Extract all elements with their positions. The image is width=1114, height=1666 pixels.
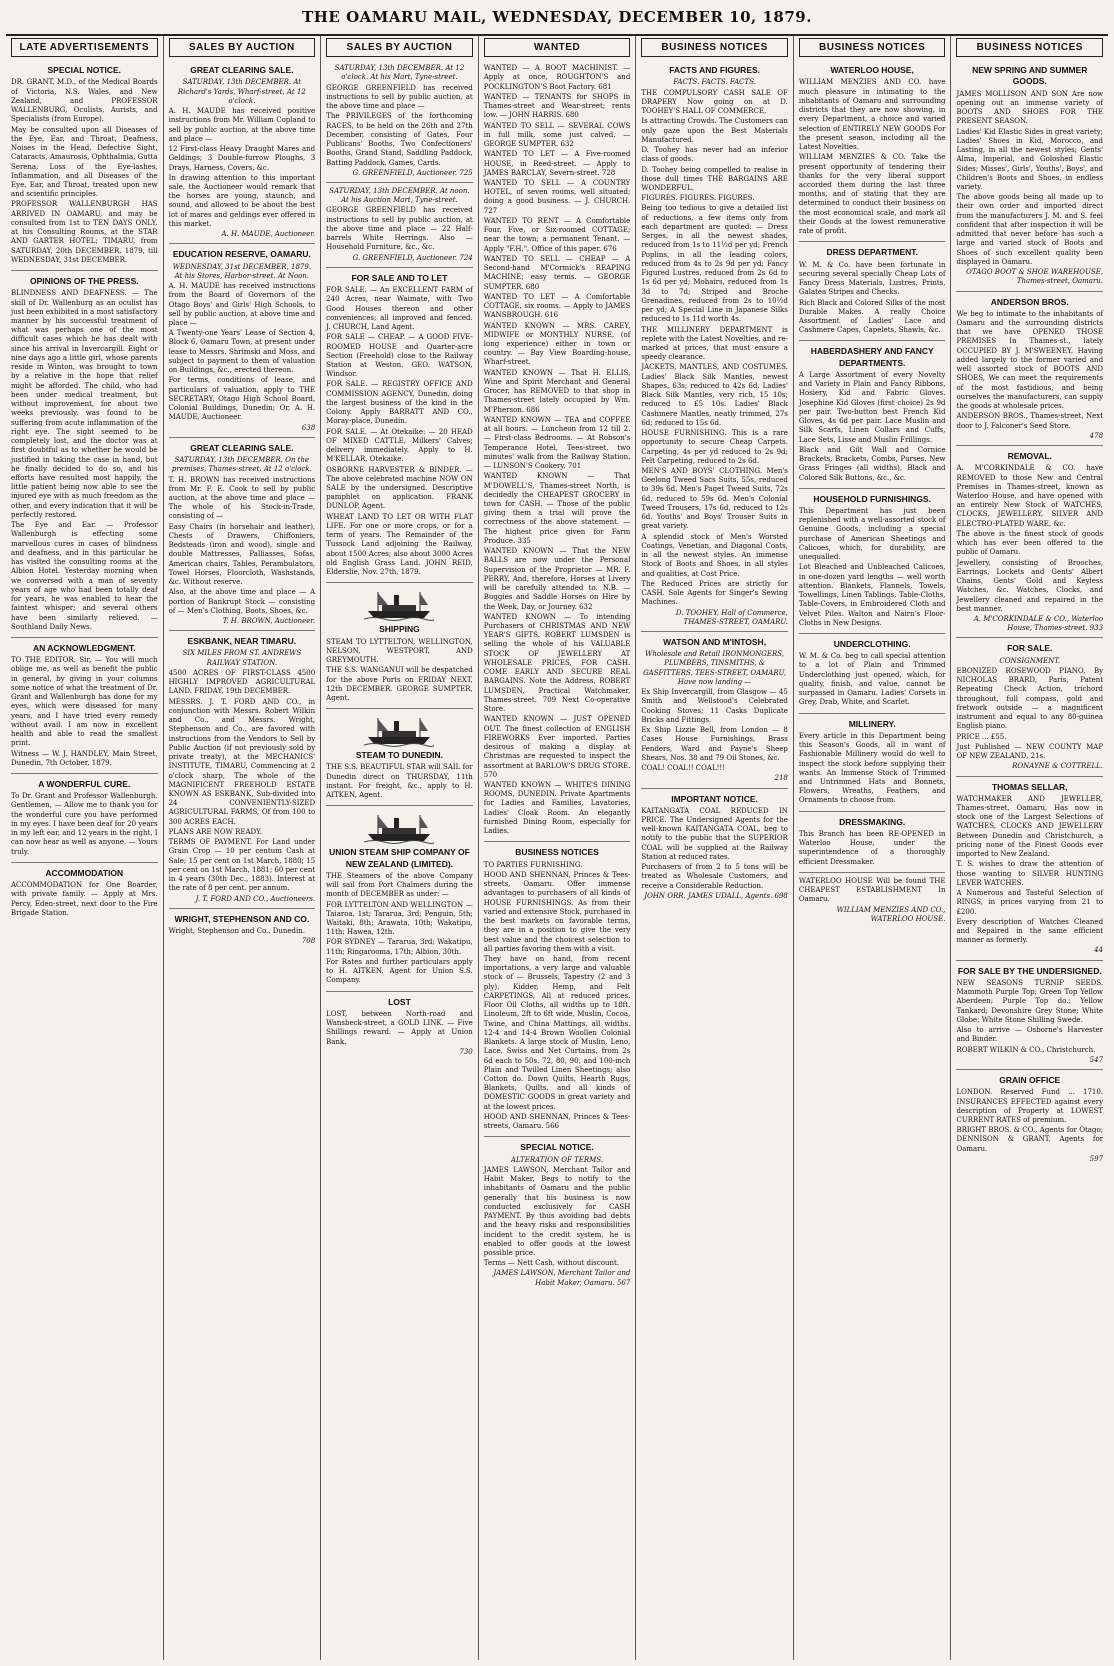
- ad-signature: JOHN ORR, JAMES UDALL, Agents. 698: [644, 891, 788, 900]
- ad-paragraph: A Twenty-one Years' Lease of Section 4, Block 6, Oamaru Town, at present under lease to Messrs. Shrimski and Moss, and subject to payment to them of valuation on Buildings, &c., erected thereon.: [168, 329, 316, 375]
- ad-subtitle: SIX MILES FROM ST. ANDREWS RAILWAY STATION.: [182, 649, 302, 667]
- ad-paragraph: Jewellery, consisting of Brooches, Earrings, Lockets and Gents' Albert Chains, Gents' Gold and Keyless Watches, &c. Watches, Clocks, and Jewellery cleaned and repaired in the best manner.: [956, 558, 1104, 613]
- ad-signature: 730: [459, 1047, 473, 1056]
- ad-paragraph: JAMES MOLLISON AND SON Are now opening out an immense variety of BOOTS AND SHOES FOR THE PRESENT SEASON.: [956, 89, 1104, 126]
- ad-paragraph: STEAM TO LYTTELTON, WELLINGTON, NELSON, WESTPORT, AND GREYMOUTH.: [326, 637, 473, 665]
- column-6: [794, 36, 952, 1660]
- ad-subtitle: WEDNESDAY, 31st DECEMBER, 1879. At his Stores, Harbor-street. At Noon.: [172, 262, 312, 280]
- advertisement: [169, 631, 316, 909]
- newspaper-page: [6, 34, 1108, 1660]
- ad-paragraph: A. H. MAUDE has received positive instructions from Mr. William Copland to sell by public auction, at the above time and place —: [168, 107, 316, 143]
- ad-paragraph: 12 First-class Heavy Draught Mares and Geldings; 3 Double-furrow Ploughs, 3 Drays, Harness, Covers, &c.: [168, 145, 316, 172]
- advertisement: [326, 183, 473, 268]
- ad-paragraph: ACCOMMODATION for One Boarder, with private family. — Apply at Mrs. Percy, Eden-street, next door to the Fire Brigade Station.: [11, 881, 158, 917]
- ad-paragraph: WANTED TO SELL — CHEAP — A Second-hand M'Cormick's REAPING MACHINE; easy terms. — GEORGE SUMPTER. 680: [483, 254, 631, 291]
- ad-paragraph: T. S. wishes to draw the attention of those wanting to SILVER HUNTING LEVER WATCHES.: [956, 860, 1104, 887]
- ad-signature: 478: [1089, 431, 1104, 440]
- advertisement: [799, 242, 946, 341]
- ad-paragraph: WANTED TO RENT — A Comfortable Four, Five, or Six-roomed COTTAGE; near the town; a permanent Tenant. — Apply "F.H.", Office of this paper. 676: [483, 216, 631, 253]
- advertisement: [484, 1137, 631, 1292]
- ad-paragraph: Being too tedious to give a detailed list of reductions, a few items only from each department are quoted: — Dress Serges, in all the newest shades, reduced from 1s to 11½d per yd; French Poplins, in all the leading colors, reduced from 4s to 2s 9d per yd; Fancy Figured Lustres, reduced from 2s 6d to 1s 6d per yd; Mohairs, reduced from 1s 3d to 7d; Striped and Broche Grenadines, reduced from 2s to 10½d per yd; A Special Line in Japanese Silks reduced to 1s 11d worth 4s.: [641, 204, 788, 324]
- ad-paragraph: Just Published — NEW COUNTY MAP OF NEW ZEALAND, 21s.: [956, 742, 1104, 761]
- ad-subtitle: CONSIGNMENT.: [999, 656, 1061, 665]
- ad-paragraph: Every description of Watches Cleaned and Repaired in the same efficient manner as formerly.: [956, 917, 1104, 945]
- ad-signature: J. T. FORD AND CO., Auctioneers.: [195, 894, 316, 903]
- ad-paragraph: WANTED KNOWN — MRS. CAREY, MIDWIFE or MONTHLY NURSE, (of long experience) either in town or country. — Bay View Boarding-house, Wharf-street.: [483, 321, 631, 367]
- ad-paragraph: Wright, Stephenson and Co., Dunedin.: [168, 927, 305, 936]
- ad-title: GREAT CLEARING SALE.: [190, 65, 294, 76]
- ad-paragraph: Ladies' Kid Elastic Sides in great variety; Ladies' Shoes in Kid, Morocco, and Lasting, in all the newest styles; Gents' Alma, Imperial, and Goloshed Elastic Sides; Misses', Girls', Youths', Boys', and Children's Boots and Shoes, in endless variety.: [956, 127, 1104, 191]
- ad-paragraph: The above is the finest stock of goods which has ever been offered to the public of Oamaru.: [956, 529, 1104, 557]
- masthead: THE OAMARU MAIL, WEDNESDAY, DECEMBER 10, 1879.: [302, 8, 812, 26]
- ad-paragraph: THE MILLINERY DEPARTMENT is replete with the Latest Novelties, and re-marked at prices, that must ensure a speedy clearance.: [641, 325, 788, 362]
- ad-subtitle: FACTS. FACTS. FACTS.: [673, 78, 756, 87]
- ad-signature: 708: [301, 937, 316, 946]
- ad-paragraph: THE COMPULSORY CASH SALE OF DRAPERY Now going on at D. TOOHEY'S HALL OF COMMERCE,: [641, 88, 788, 116]
- ad-paragraph: Every article in this Department being this Season's Goods, all in want of Fashionable Millinery would do well to inspect the stock before supplying their wants. An Immense Stock of Trimmed and Untrimmed Hats and Bonnets, Flowers, Wreaths, Feathers, and Ornaments to choose from.: [798, 731, 946, 805]
- ad-paragraph: WANTED KNOWN — WHITE'S DINING ROOMS, DUNEDIN. Private Apartments for Ladies and Families, Lavatories, Ladies' Cloak Room. An elegantly furnished Dining Room, especially for Ladies.: [483, 781, 631, 836]
- ad-title: FACTS AND FIGURES.: [669, 65, 761, 76]
- ad-title: ESKBANK, NEAR TIMARU.: [187, 636, 297, 647]
- ad-paragraph: WATERLOO HOUSE Will be found THE CHEAPEST ESTABLISHMENT In Oamaru.: [798, 876, 946, 904]
- ad-paragraph: KAITANGATA COAL REDUCED IN PRICE. The Undersigned Agents for the well-known KAITANGATA COAL, beg to notify to the public that the SUPERIOR COAL will be supplied at the Railway Station at reduced rates.: [641, 806, 788, 861]
- ad-title: AN ACKNOWLEDGMENT.: [32, 642, 136, 653]
- ad-subtitle: SATURDAY, 13th DECEMBER. On the premises, Thames-street. At 12 o'clock.: [171, 456, 312, 474]
- ad-paragraph: A Large Assortment of every Novelty and Variety in Plain and Fancy Ribbons, Hosiery, Kid and Fabric Gloves. Josephine Kid Gloves (first choice) 2s 9d per pair. Two-button best French Kid Gloves, 4s 6d per pair. Lace Muslin and Silk Scarfs, Linen Collars and Cuffs, Lace Sets, Lisse and Muslin Frillings.: [798, 370, 946, 444]
- ad-paragraph: A. H. MAUDE has received instructions from the Board of Governors of the Otago Boys' and Girls' High Schools, to sell by public auction, at above time and place —: [168, 282, 316, 328]
- ad-paragraph: WANTED KNOWN — That M'DOWELL'S, Thames-street North, is decidedly the CHEAPEST GROCERY in town for CASH. — Those of the public giving them a trial will prove the correctness of the above statement. — The highest price given for Farm Produce. 335: [483, 472, 631, 545]
- advertisement: [956, 777, 1103, 961]
- ad-title: DRESS DEPARTMENT.: [826, 247, 918, 258]
- ad-paragraph: Lot Bleached and Unbleached Calicoes, in one-dozen yard lengths — well worth attention. Blankets, Flannels, Towels, Towellings, Linen Tablings, Table-Cloths, Table-Covers, in Embroidered Cloth and Velvet Piles. Walton and Nairn's Floor-Cloths in New Designs.: [798, 563, 946, 627]
- ad-paragraph: To Dr. Grant and Professor Wallenburgh. Gentlemen, — Allow me to thank you for the wonderful cure you have performed in my eyes. I have been deaf for 20 years in my left ear, and 12 years in the right, I can now hear as well as anyone. — Yours truly.: [11, 792, 158, 856]
- ad-paragraph: Easy Chairs (in horsehair and leather), Chests of Drawers, Chiffoniers, Bedsteads (iron and wood), single and double Mattresses, Palliasses, Sofas, American chairs, Tables, Perambulators, Towel Horses, Floorcloth, Washstands, &c. Without reserve.: [168, 522, 316, 587]
- advertisement: [956, 638, 1103, 776]
- ad-paragraph: WANTED TO LET — A Comfortable COTTAGE, six rooms. — Apply to JAMES WANSBROUGH. 616: [483, 292, 631, 320]
- ad-signature: 44: [1094, 946, 1104, 955]
- column-heading: SALES BY AUCTION: [169, 38, 316, 57]
- ad-paragraph: Rich Black and Colored Silks of the most Durable Makes. A really Choice Assortment of Ladies' Lace and Cashmere Capes, Capelets, Shawls, &c.: [798, 298, 946, 335]
- ad-signature: OTAGO BOOT & SHOE WAREHOUSE, Thames-street, Oamaru.: [966, 268, 1104, 286]
- ad-paragraph: FOR SALE. — An EXCELLENT FARM of 240 Acres, near Waimate, with Two Good Houses thereon and other conveniences; all improved and fenced. J. CHURCH, Land Agent.: [326, 286, 473, 332]
- ad-paragraph: This Branch has been RE-OPENED in Waterloo House, under the superintendence of a thoroughly efficient Dressmaker.: [798, 829, 946, 866]
- ad-paragraph: T. H. BROWN has received instructions from Mr. F. E. Cook to sell by public auction, at the above time and place — The whole of his Stock-in-Trade, consisting of —: [168, 475, 316, 521]
- advertisement: [326, 583, 473, 709]
- ad-paragraph: The above goods being all made up to their own order and imported direct from the manufacturers J. M. and S. feel confident that after inspection it will be admitted that never before has such a large and varied stock of Boots and Shoes of such excellent quality been displayed in Oamaru.: [956, 193, 1104, 266]
- ad-paragraph: The PRIVILEGES of the forthcoming RACES, to be held on the 26th and 27th December, consisting of Gates, Four Publicans' Booths, Two Confectioners' Booths, Grand Stand, Saddling Paddock, Batting Paddock, Games, Cards.: [326, 112, 473, 167]
- ad-title: THOMAS SELLAR,: [991, 781, 1068, 792]
- ad-paragraph: ANDERSON BROS., Thames-street, Next door to J. Falconer's Seed Store.: [956, 412, 1104, 430]
- ad-title: UNION STEAM SHIP COMPANY OF NEW ZEALAND (LIMITED).: [329, 847, 470, 869]
- ad-title: UNDERCLOTHING.: [833, 639, 911, 649]
- advertisement: [169, 60, 316, 244]
- ad-paragraph: The Eye and Ear. — Professor Wallenburgh is effecting some marvellous cures in cases of blindness and deafness, and in this particular he has visited the consulting rooms at the Albion Hotel. Yesterday morning when we conversed with a man of seventy years of age who had been totally deaf for years, he was enabled to hear the faintest whisper; and several others have been similarly relieved. — Southland Daily News.: [11, 521, 158, 631]
- column-1: [6, 36, 164, 1660]
- ad-paragraph: THE S.S. BEAUTIFUL STAR will SAIL for Dunedin direct on THURSDAY, 11th instant. For freight, &c., apply to H. AITKEN, Agent.: [326, 763, 473, 800]
- ad-paragraph: TERMS OF PAYMENT. For Land under Grain Crop — 10 per centum Cash at Sale; 15 per cent on 1st March, 1880; 15 per cent on 1st March, 1881; 60 per cent in 4 years (30th Dec., 1883). Interest at the rate of 8 per cent. per annum.: [168, 838, 316, 893]
- ad-paragraph: WANTED KNOWN — That the NEW BALLS are now under the Personal Supervision of the Proprietor — MR. F. PERRY, And, therefore, Horses at Livery will be carefully attended to. N.B. — Buggies and Saddle Horses on Hire by the Week, Day, or Journey. 632: [483, 547, 631, 611]
- ad-paragraph: For terms, conditions of lease, and particulars of valuation, apply to THE SECRETARY, Otago High School Board, Colonial Buildings, Dunedin; Or, A. H. MAUDE, Auctioneer.: [168, 376, 316, 422]
- ad-paragraph: WANTED — A BOOT MACHINIST. — Apply at once, ROUGHTON'S and POCKLINGTON'S Boot Factory. 681: [483, 64, 631, 91]
- ad-paragraph: FOR SALE — CHEAP. — A GOOD FIVE-ROOMED HOUSE and Quarter-acre Section (Freehold) close to the Railway Station at Weston. GEO. WATSON, Windsor.: [326, 333, 473, 379]
- ad-paragraph: NEW SEASONS TURNIP SEEDS. Mammoth Purple Top; Green Top Yellow Aberdeen; Purple Top do.; Yellow Tankard; Devonshire Grey Stone; White Globe; White Stone Shilling Swede.: [956, 978, 1104, 1024]
- ad-paragraph: WATCHMAKER AND JEWELLER, Thames-street, Oamaru, Has now in stock one of the Largest Selections of WATCHES, CLOCKS AND JEWELLERY Between Dunedin and Christchurch, a pricing none of the Finest Goods ever imported to New Zealand.: [956, 794, 1104, 859]
- column-heading: SALES BY AUCTION: [326, 38, 473, 57]
- advertisement: [11, 863, 158, 923]
- ad-paragraph: WANTED TO SELL — A COUNTRY HOTEL, of seven rooms, well situated; doing a good business. — J. CHURCH. 727: [483, 179, 631, 215]
- ad-paragraph: Also, at the above time and place — A portion of Bankrupt Stock — consisting of — Men's Clothing, Boots, Shoes, &c.: [168, 588, 316, 615]
- ad-paragraph: WANTED — TENANTS for SHOPS in Thames-street and Wear-street; rents low. — JOHN HARRIS. 680: [483, 92, 631, 120]
- advertisement: [799, 60, 946, 242]
- ad-paragraph: Ex Ship Lizzie Bell, from London — 8 Cases House Furnishings, Brass Fenders, Ward and Payne's Sheep Shears, Nos. 38 and 79 Oil Stones, &c.: [641, 726, 788, 762]
- ad-paragraph: LOST, between North-road and Wansbeck-street, a GOLD LINK. — Five Shillings reward. — Apply at Union Bank.: [326, 1009, 473, 1046]
- steamship-icon: [364, 812, 434, 844]
- column-heading: BUSINESS NOTICES: [799, 38, 946, 57]
- ad-title: REMOVAL.: [1007, 451, 1052, 462]
- ad-paragraph: May be consulted upon all Diseases of the Eye, Ear, and Throat, Deafness, Noises in the Head, Defective Sight, Cataracts, Amaurosis, Ophthalmia, Gutta Serena, Loss of the Eye-lashes, Inflammation, and all Diseases of the Eye, Ear, and Throat, treated upon new and scientific principles.: [11, 125, 158, 199]
- ad-title: STEAM TO DUNEDIN.: [355, 750, 444, 761]
- ad-title: GREAT CLEARING SALE.: [190, 442, 294, 453]
- ad-signature: WILLIAM MENZIES AND CO., WATERLOO HOUSE.: [836, 905, 946, 923]
- ad-signature: A. H. MAUDE, Auctioneer.: [221, 230, 316, 239]
- ad-paragraph: PROFESSOR WALLENBURGH HAS ARRIVED IN OAMARU, and may be consulted from 1st to TEN DAYS ONLY, at his Consulting Rooms, at the STAR AND GARTER HOTEL; TIMARU, from SATURDAY, 20th DECEMBER, 1879, till WEDNESDAY, 31st DECEMBER.: [11, 200, 158, 264]
- ad-signature: A. M'CORKINDALE & CO., Waterloo House, Thames-street. 933: [973, 615, 1104, 633]
- advertisement: [641, 789, 788, 906]
- ad-signature: G. GREENFIELD, Auctioneer. 724: [352, 253, 473, 262]
- ad-paragraph: In drawing attention to this important sale, the Auctioneer would remark that the horses are young, staunch, and sound, and allowed to be about the best lot of mares and geldings ever offered in this market.: [168, 173, 316, 228]
- advertisement: [11, 60, 158, 271]
- advertisement: [484, 842, 631, 1137]
- ad-paragraph: WANTED KNOWN — JUST OPENED OUT. The finest collection of ENGLISH FIREWORKS Ever imported. Parties desirous of making a display at Christmas are requested to inspect the assortment at BARLOW'S DRUG STORE. 570: [483, 715, 631, 779]
- ad-signature: D. TOOHEY, Hall of Commerce, THAMES-STREET, OAMARU.: [675, 608, 788, 626]
- ad-paragraph: A splendid stock of Men's Worsted Coatings, Venetian, and Diagonal Coats, in all the newest styles. An immense Stock of Boots and Shoes, in all styles and qualities, at Cost Price.: [641, 532, 788, 578]
- ad-paragraph: D. Toohey has never had an inferior class of goods.: [641, 146, 788, 164]
- steamship-icon: [364, 589, 434, 621]
- advertisement: [11, 271, 158, 638]
- ad-paragraph: Terms — Nett Cash, without discount.: [483, 1259, 620, 1268]
- ad-signature: 638: [301, 423, 316, 432]
- advertisement: [799, 489, 946, 634]
- column-3: [321, 36, 479, 1660]
- ad-paragraph: DR. GRANT, M.D., of the Medical Boards of Victoria, N.S. Wales, and New Zealand, and PROFESSOR WALLENBURG, Oculists, Aurists, and Specialists (from Europe).: [11, 78, 158, 124]
- ad-paragraph: WANTED KNOWN — TEA and COFFEE at all hours. — Luncheon from 12 till 2. — First-class Bedrooms. — At Robson's Temperance Hotel, Tees-street, two minutes' walk from the Railway Station. — LUNSON'S Cookery. 701: [483, 415, 631, 471]
- advertisement: [326, 992, 473, 1061]
- ad-paragraph: W. M. & Co. have been fortunate in securing several specially Cheap Lots of Fancy Dress Materials, Lustres, Prints, Galatea Stripes and Checks.: [798, 260, 946, 297]
- advertisement: [11, 638, 158, 774]
- advertisement: [11, 774, 158, 863]
- ad-paragraph: WANTED KNOWN — To intending Purchasers of CHRISTMAS AND NEW YEAR'S GIFTS. ROBERT LUMSDEN is selling the whole of his VALUABLE STOCK OF JEWELLERY AT WHOLESALE PRICES, FOR CASH. COME EARLY AND SECURE REAL BARGAINS. Note the Address, ROBERT LUMSDEN, Practical Watchmaker, Thames-street. 709 Next Co-operative Store.: [483, 612, 631, 714]
- ad-title: FOR SALE BY THE UNDERSIGNED.: [957, 965, 1102, 976]
- ad-paragraph: TO PARTIES FURNISHING.: [483, 860, 583, 869]
- ad-paragraph: For Rates and further particulars apply to H. AITKEN, Agent for Union S.S. Company.: [326, 957, 473, 985]
- ad-paragraph: EBONIZED ROSEWOOD PIANO, By NICHOLAS BRARD, Paris, Patent Repeating Check Action, trichord throughout, full compass, gold and fretwork outside — a magnificent instrument and equal to any 80-guinea English piano.: [956, 666, 1104, 731]
- advertisement: [956, 446, 1103, 638]
- column-heading: BUSINESS NOTICES: [956, 38, 1103, 57]
- ad-subtitle: SATURDAY, 13th DECEMBER. At Richard's Yards, Wharf-street. At 12 o'clock.: [177, 78, 306, 105]
- ad-paragraph: JACKETS, MANTLES, AND COSTUMES. Ladies' Black Silk Mantles, newest Shapes, 63s; reduced to 42s 6d. Ladies' Black Silk Mantles, very rich, 15 10s; reduced to £5 10s. Ladies' Black Cashmere Mantles, neatly trimmed, 27s 6d; reduced to 15s 6d.: [641, 363, 788, 427]
- ad-paragraph: A Numerous and Tasteful Selection of RINGS, in prices varying from 21 to £200.: [956, 889, 1104, 916]
- ad-title: FOR SALE AND TO LET: [351, 272, 448, 283]
- ad-title: SPECIAL NOTICE.: [520, 1142, 594, 1153]
- ad-paragraph: Is attracting Crowds. The Customers can only gaze upon the Best Materials Manufactured.: [641, 117, 788, 144]
- ad-paragraph: PLANS ARE NOW READY.: [168, 827, 263, 836]
- ad-subtitle: Wholesale and Retail IRONMONGERS, PLUMBERS, TINSMITHS, & GASFITTERS, TEES-STREET, OAMARU, Have now landing —: [643, 650, 787, 686]
- advertisement: [799, 714, 946, 812]
- ad-title: ANDERSON BROS.: [990, 296, 1069, 307]
- ad-paragraph: This Department has just been replenished with a well-assorted stock of Genuine Goods, including a special purchase of American Sheetings and Calicoes, which, for durability, are unequalled.: [798, 506, 946, 562]
- advertisement: [956, 292, 1103, 447]
- ad-paragraph: HOOD AND SHENNAN, Princes & Tees-streets, Oamaru. 566: [483, 1112, 631, 1131]
- ad-subtitle: ALTERATION OF TERMS.: [510, 1155, 604, 1164]
- ad-paragraph: COAL! COAL!! COAL!!!: [641, 764, 726, 773]
- ad-paragraph: Black and Gilt Wall and Cornice Brackets, Brackets, Combs, Purses, New Grass Fringes (all widths), Black and Colored Silk Buttons, &c., &c.: [798, 445, 946, 482]
- ad-paragraph: Witness — W. J. HANDLEY, Main Street, Dunedin, 7th October, 1879.: [11, 749, 158, 767]
- ad-paragraph: Also to arrive — Osborne's Harvester and Binder.: [956, 1026, 1104, 1044]
- advertisement: [799, 873, 946, 928]
- ad-title: OPINIONS OF THE PRESS.: [29, 276, 139, 287]
- ad-signature: T. H. BROWN, Auctioneer.: [222, 617, 316, 626]
- ad-paragraph: Purchasers of from 2 to 5 tons will be treated as Wholesale Customers, and receive a Considerable Reduction.: [641, 863, 788, 890]
- column-7: [951, 36, 1108, 1660]
- ad-paragraph: They have on hand, from recent importations, a very large and valuable stock of — Brussels, Tapestry (2 and 3 ply), Kidder, Hemp, and Felt CARPETINGS, All at reduced prices. Floor Oil Cloths, all widths up to 18ft. Linoleum, 2ft to 6ft wide, Muslin, Cocoa, Twine, and China Mattings, all widths. 12-4 and 14-4 Brown Woollen Colonial Blankets. A large stock of Muslin, Leno, Lace, Swiss and Net Curtains, from 2s 6d each to 50s. 72, 80, 90, and 100-inch Plain and Twilled Linen Sheetings; also Cotton do. Down Quilts, Hearth Rugs, Blankets, Quilts, and all kinds of DOMESTIC GOODS in great variety and at the lowest prices.: [483, 954, 631, 1111]
- ad-title: GRAIN OFFICE: [999, 1075, 1061, 1086]
- ad-signature: 547: [1089, 1055, 1104, 1064]
- ad-paragraph: THE S.S. WANGANUI will be despatched for the above Ports on FRIDAY NEXT, 12th DECEMBER. GEORGE SUMPTER, Agent.: [326, 666, 473, 702]
- ad-paragraph: FIGURES. FIGURES. FIGURES.: [641, 194, 755, 203]
- ad-paragraph: Ex Ship Invercargill, from Glasgow — 45 Smith and Wellstood's Celebrated Cooking Stoves; 11 Casks Duplicate Bricks and Fittings.: [641, 688, 788, 724]
- ad-paragraph: THE Steamers of the above Company will sail from Port Chalmers during the month of DECEMBER as under: —: [326, 871, 473, 899]
- ad-paragraph: FOR SYDNEY — Tararua, 3rd; Wakatipu, 11th; Ringarooma, 17th; Albion, 30th.: [326, 938, 473, 956]
- ad-paragraph: A. M'CORKINDALE & CO. have REMOVED to those New and Central Premises in Thames-street, known as Waterloo House, and have opened with an entirely New Stock of WATCHES, CLOCKS, JEWELLERY, SILVER AND ELECTRO-PLATED WARE, &c.: [956, 464, 1104, 528]
- advertisement: [326, 709, 473, 806]
- ad-signature: G. GREENFIELD, Auctioneer. 725: [352, 168, 473, 177]
- ad-title: WATSON AND M'INTOSH,: [663, 637, 767, 647]
- ad-paragraph: HOOD AND SHENNAN, Princes & Tees-streets, Oamaru. Offer immense advantages to purchasers of all kinds of HOUSE FURNISHINGS. As from their varied and extensive Stock, purchased in the best markets on favorable terms, they are in a position to give the very best value and the choicest selection to all parties favoring them with a visit.: [483, 870, 631, 953]
- steamship-icon: [364, 715, 434, 747]
- ad-paragraph: W. M. & Co. beg to call special attention to a lot of Plain and Trimmed Underclothing just opened, which, for quality, finish, and value, cannot be surpassed in Oamaru. Ladies' Corsets in Grey, Drab, White, and Scarlet.: [798, 652, 946, 707]
- ad-paragraph: FOR SALE. — REGISTRY OFFICE AND COMMISSION AGENCY, Dunedin, doing the largest business of the kind in the Colony. Apply BARRATT AND CO., Moray-place, Dunedin.: [326, 380, 473, 426]
- ad-paragraph: D. Toohey being compelled to realise in those dull times THE BARGAINS ARE WONDERFUL.: [641, 165, 788, 192]
- ad-title: SHIPPING: [379, 624, 420, 635]
- advertisement: [956, 961, 1103, 1070]
- ad-paragraph: FOR LYTTELTON AND WELLINGTON — Taiaroa, 1st; Tararua, 3rd; Penguin, 5th; Waitaki, 8th; Arawata, 10th; Wakatipu, 11th; Hawea, 12th.: [326, 900, 473, 937]
- advertisement: [169, 909, 316, 951]
- ad-title: BUSINESS NOTICES: [515, 847, 599, 858]
- ad-title: DRESSMAKING.: [839, 816, 906, 827]
- ad-subtitle: SATURDAY, 13th DECEMBER. At 12 o'clock. At his Mart, Tyne-street.: [334, 64, 465, 82]
- ad-paragraph: WILLIAM MENZIES AND CO. have much pleasure in intimating to the inhabitants of Oamaru and surrounding districts that they are now showing, in every Department, a choice and varied selection of ENTIRELY NEW GOODS For the present season, including all the Latest Novelties.: [798, 78, 946, 152]
- ad-paragraph: JAMES LAWSON, Merchant Tailor and Habit Maker, Begs to notify to the inhabitants of Oamaru and the public generally that his business is now conducted exclusively for CASH PAYMENT. By thus avoiding bad debts and the heavy risks and responsibilities incident to the credit system, he is enabled to offer goods at the lowest possible price.: [483, 1165, 631, 1257]
- ad-paragraph: WILLIAM MENZIES & CO. Take the present opportunity of tendering their thanks for the very liberal support accorded them during the last three months, and of stating that they are determined to conduct their business on the most economical scale, and mark all their Goods at the lowest remunerative rate of profit.: [798, 153, 946, 236]
- advertisement: [799, 341, 946, 488]
- advertisement: [169, 244, 316, 437]
- ad-paragraph: WANTED KNOWN — That H. ELLIS, Wine and Spirit Merchant and General Grocer, has REMOVED to that shop in Thames-street lately occupied by Wm. M'Pherson. 686: [483, 368, 631, 414]
- ad-subtitle: SATURDAY, 13th DECEMBER. At noon. At his Auction Mart, Tyne-street.: [329, 187, 470, 205]
- ad-title: MILLINERY.: [848, 718, 896, 729]
- advertisement: [326, 60, 473, 183]
- ad-paragraph: ROBERT WILKIN & CO., Christchurch.: [956, 1045, 1096, 1054]
- column-5: [636, 36, 794, 1660]
- ad-paragraph: BRIGHT BROS. & CO., Agents for Otago; DENNISON & GRANT, Agents for Oamaru.: [956, 1126, 1104, 1153]
- ad-paragraph: HOUSE FURNISHING. This is a rare opportunity to secure Cheap Carpets. Carpeting, 4s per yd reduced to 2s 9d; Felt Carpeting, reduced to 2s 6d.: [641, 429, 788, 465]
- ad-title: WRIGHT, STEPHENSON AND CO.: [174, 913, 310, 924]
- ad-paragraph: WANTED TO LET — A Five-roomed HOUSE, in Reed-street. — Apply to JAMES BARCLAY, Severn-street. 728: [483, 150, 631, 177]
- ad-paragraph: MESSRS. J. T. FORD AND CO., in conjunction with Messrs. Robert Wilkin and Co., and Messrs. Wright, Stephenson and Co., are favored with instructions from the Vendors to Sell by Public Auction (if not previously sold by private treaty), at the MECHANICS' INSTITUTE, TIMARU, Commencing at 2 o'clock sharp, The whole of the MAGNIFICENT FREEHOLD ESTATE KNOWN AS ESKBANK, Sub-divided into 24 CONVENIENTLY-SIZED AGRICULTURAL FARMS, Of from 100 to 300 ACRES EACH.: [168, 697, 316, 826]
- advertisement: [799, 812, 946, 873]
- ad-paragraph: GEORGE GREENFIELD has received instructions to sell by public auction, at the above time and place —: [326, 83, 473, 111]
- ad-signature: RONAYNE & COTTRELL.: [1012, 762, 1104, 771]
- ad-paragraph: TO THE EDITOR. Sir, — You will much oblige me, as well as benefit the public in general, by giving in your columns some notice of what the treatment of Dr. Grant and Wallenburgh has done for my eyes, which were diseased for many years, and I have tried every remedy without avail. I am now in excellent health and able to read the smallest print.: [11, 656, 158, 748]
- ad-signature: 218: [774, 774, 788, 783]
- ad-paragraph: PRICE ... £55.: [956, 732, 1007, 741]
- column-heading: WANTED: [484, 38, 631, 57]
- ad-paragraph: BLINDNESS AND DEAFNESS. — The skill of Dr. Wallenburg as an oculist has just been exhibited in a most satisfactory manner by his successful treatment of what was perhaps one of the most difficult cases which he has dealt with since his arrival in Invercargill. Eight or nine days ago a little girl, whose parents reside in Winton, was brought to town by a relative in the hope that relief might be afforded. The child, who had been under medical treatment, but without improvement, for about two weeks previously, was found to be suffering from acute inflammation of the right eye. The sight seemed to be completely lost, and the doctor was at first doubtful as to whether he would be justified in taking the case in hand, but he finally decided to do so, and his efforts have resulted most happily, the little patient being now able to see the injured eye with as much freedom as the other, and every indication that it will be perfectly restored.: [11, 289, 158, 519]
- column-heading: LATE ADVERTISEMENTS: [11, 38, 158, 57]
- advertisement: [326, 806, 473, 991]
- advertisement: [641, 632, 788, 789]
- advertisement: [799, 634, 946, 714]
- ad-title: SPECIAL NOTICE.: [47, 65, 122, 76]
- ad-signature: 597: [1089, 1154, 1104, 1163]
- ad-paragraph: WANTED TO SELL — SEVERAL COWS in full milk, some just calved. — GEORGE SUMPTER. 632: [483, 121, 631, 149]
- ad-title: ACCOMMODATION: [45, 867, 124, 878]
- ad-paragraph: MEN'S AND BOYS' CLOTHING. Men's Geelong Tweed Sacs Suits, 55s, reduced to 39s 6d. Men's Paget Tweed Suits, 72s 6d, reduced to 59s 6d. Men's Colonial Tweed Trousers, 17s 6d, reduced to 12s 6d. Youths' and Boys' Trouser Suits in great variety.: [641, 467, 788, 531]
- ad-title: HABERDASHERY AND FANCY DEPARTMENTS.: [810, 346, 934, 368]
- advertisement: [484, 60, 631, 842]
- ad-title: NEW SPRING AND SUMMER GOODS.: [972, 65, 1088, 87]
- advertisement: [641, 60, 788, 632]
- ad-paragraph: The Reduced Prices are strictly for CASH. Sole Agents for Singer's Sewing Machines.: [641, 579, 788, 607]
- ad-paragraph: WHEAT LAND TO LET OR WITH FLAT LIFE. For one or more crops, or for a term of years. The Remainder of the Tussock Land adjoining the Railway, about 1500 Acres; also about 3000 Acres old English Grass Land. JOHN REID, Elderslie, Nov. 27th, 1879.: [326, 512, 473, 577]
- ad-paragraph: FOR SALE. — At Otekaike: — 20 HEAD OF MIXED CATTLE, Milkers' Calves; delivery immediately. Apply to H. M'KELLAR, Otekaike.: [326, 427, 473, 464]
- ad-title: A WONDERFUL CURE.: [38, 779, 131, 790]
- ad-title: EDUCATION RESERVE, OAMARU.: [172, 249, 311, 260]
- ad-paragraph: LONDON. Reserved Fund ... 1710. INSURANCES EFFECTED against every description of Property at LOWEST CURRENT RATES of premium.: [956, 1088, 1104, 1124]
- column-4: [479, 36, 637, 1660]
- advertisement: [326, 268, 473, 583]
- advertisement: [169, 438, 316, 631]
- ad-paragraph: We beg to intimate to the inhabitants of Oamaru and the surrounding districts that we have OPENED THOSE PREMISES In Thames-st., lately OCCUPIED BY J. M'SWEENEY. Having added largely to the former varied and well assorted stock of BOOTS AND SHOES, We can meet the requirements of the most fastidious, and being ourselves the manufacturers, can supply the goods at wholesale prices.: [956, 309, 1104, 411]
- ad-title: HOUSEHOLD FURNISHINGS.: [813, 493, 931, 504]
- ad-title: FOR SALE.: [1007, 643, 1053, 654]
- column-2: [164, 36, 322, 1660]
- ad-paragraph: GEORGE GREENFIELD has received instructions to sell by public auction, at the above time and place — 22 Half-barrels White Herrings. Also — Household Furniture, &c., &c.: [326, 206, 473, 252]
- ad-signature: JAMES LAWSON, Merchant Tailor and Habit Maker, Oamaru. 567: [493, 1269, 631, 1287]
- ad-title: WATERLOO HOUSE,: [830, 65, 914, 76]
- ad-paragraph: 4500 ACRES OF FIRST-CLASS 4500 HIGHLY IMPROVED AGRICULTURAL LAND. FRIDAY, 19th DECEMBER.: [168, 668, 316, 696]
- column-heading: BUSINESS NOTICES: [641, 38, 788, 57]
- ad-title: LOST: [388, 996, 411, 1007]
- advertisement: [956, 60, 1103, 291]
- advertisement: [956, 1070, 1103, 1168]
- ad-paragraph: OSBORNE HARVESTER & BINDER. — The above celebrated machine NOW ON SALE by the undersigned. Descriptive pamphlet on application. FRANK DUNLOP, Agent.: [326, 465, 473, 511]
- ad-title: IMPORTANT NOTICE.: [671, 793, 758, 804]
